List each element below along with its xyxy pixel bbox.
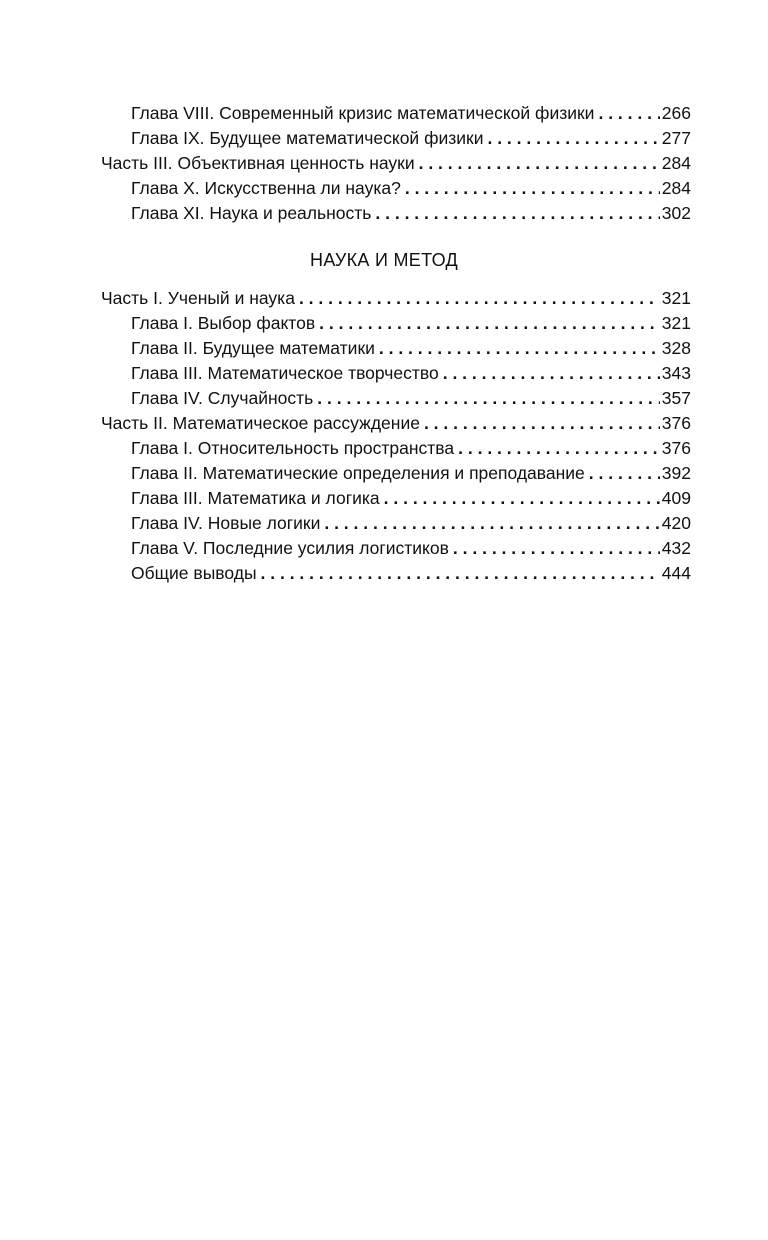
- toc-entry-label: Глава III. Математика и логика: [131, 488, 380, 508]
- toc-entry: [101, 436, 691, 461]
- toc-leader-dots: [405, 176, 660, 201]
- toc-entry: [101, 311, 691, 336]
- toc-entry-label: Часть I. Ученый и наука: [101, 288, 295, 308]
- toc-entry: [101, 511, 691, 536]
- toc-entry-page-number: 432: [661, 538, 691, 558]
- toc-entry: [101, 361, 691, 386]
- toc-entry: [101, 461, 691, 486]
- toc-entry-label: Глава V. Последние усилия логистиков: [131, 538, 449, 558]
- toc-entry-page-number: 392: [661, 463, 691, 483]
- toc-entry-page-number: 420: [661, 513, 691, 533]
- toc-leader-dots: [419, 151, 660, 176]
- toc-entry-label: Глава IX. Будущее математической физики: [131, 128, 484, 148]
- toc-leader-dots: [261, 561, 660, 586]
- toc-entry: [101, 486, 691, 511]
- toc-leader-dots: [319, 311, 660, 336]
- toc-entry-label: Глава IV. Новые логики: [131, 513, 321, 533]
- toc-entry-label: Глава II. Будущее математики: [131, 338, 375, 358]
- toc-entry: [101, 411, 691, 436]
- toc-entry-page-number: 321: [661, 313, 691, 333]
- toc-entry-page-number: 266: [661, 103, 691, 123]
- toc-entry-label: Глава I. Выбор фактов: [131, 313, 316, 333]
- toc-entry: [101, 386, 691, 411]
- toc-leader-dots: [384, 486, 660, 511]
- toc-entry-page-number: 444: [661, 563, 691, 583]
- toc-entry-page-number: 343: [661, 363, 691, 383]
- toc-entry: [101, 151, 691, 176]
- toc-entry-label: Часть II. Математическое рассуждение: [101, 413, 420, 433]
- toc-entry-label: Глава VIII. Современный кризис математической физики: [131, 103, 595, 123]
- toc-entry: [101, 286, 691, 311]
- toc-leader-dots: [487, 126, 659, 151]
- toc-list-top: [101, 101, 691, 226]
- toc-leader-dots: [589, 461, 660, 486]
- toc-entry: [101, 201, 691, 226]
- toc-entry-page-number: 328: [661, 338, 691, 358]
- toc-entry: [101, 176, 691, 201]
- section-title: НАУКА И МЕТОД: [310, 250, 458, 270]
- toc-entry-page-number: 376: [661, 438, 691, 458]
- toc-leader-dots: [317, 386, 660, 411]
- toc-entry-label: Глава III. Математическое творчество: [131, 363, 439, 383]
- toc-leader-dots: [458, 436, 660, 461]
- toc-entry-page-number: 277: [661, 128, 691, 148]
- toc-entry: [101, 336, 691, 361]
- toc-leader-dots: [453, 536, 660, 561]
- toc-entry-page-number: 284: [661, 178, 691, 198]
- toc-entry-label: Глава IV. Случайность: [131, 388, 314, 408]
- toc-leader-dots: [299, 286, 660, 311]
- toc-entry: [101, 561, 691, 586]
- toc-entry-label: Глава XI. Наука и реальность: [131, 203, 372, 223]
- toc-leader-dots: [424, 411, 660, 436]
- toc-leader-dots: [379, 336, 660, 361]
- toc-entry-label: Глава X. Искусственна ли наука?: [131, 178, 401, 198]
- toc-leader-dots: [598, 101, 659, 126]
- toc-entry-page-number: 302: [661, 203, 691, 223]
- toc-leader-dots: [443, 361, 660, 386]
- toc-entry-page-number: 321: [661, 288, 691, 308]
- toc-entry-page-number: 376: [661, 413, 691, 433]
- toc-entry-label: Глава II. Математические определения и преподавание: [131, 463, 585, 483]
- toc-entry: [101, 101, 691, 126]
- toc-entry-page-number: 284: [661, 153, 691, 173]
- toc-entry-label: Глава I. Относительность пространства: [131, 438, 455, 458]
- toc-entry-label: Часть III. Объективная ценность науки: [101, 153, 415, 173]
- toc-entry-page-number: 409: [661, 488, 691, 508]
- toc-list-bottom: [101, 286, 691, 586]
- toc-entry: [101, 126, 691, 151]
- toc-entry: [101, 536, 691, 561]
- toc-entry-page-number: 357: [661, 388, 691, 408]
- toc-entry-label: Общие выводы: [131, 563, 257, 583]
- toc-leader-dots: [324, 511, 659, 536]
- toc-leader-dots: [375, 201, 659, 226]
